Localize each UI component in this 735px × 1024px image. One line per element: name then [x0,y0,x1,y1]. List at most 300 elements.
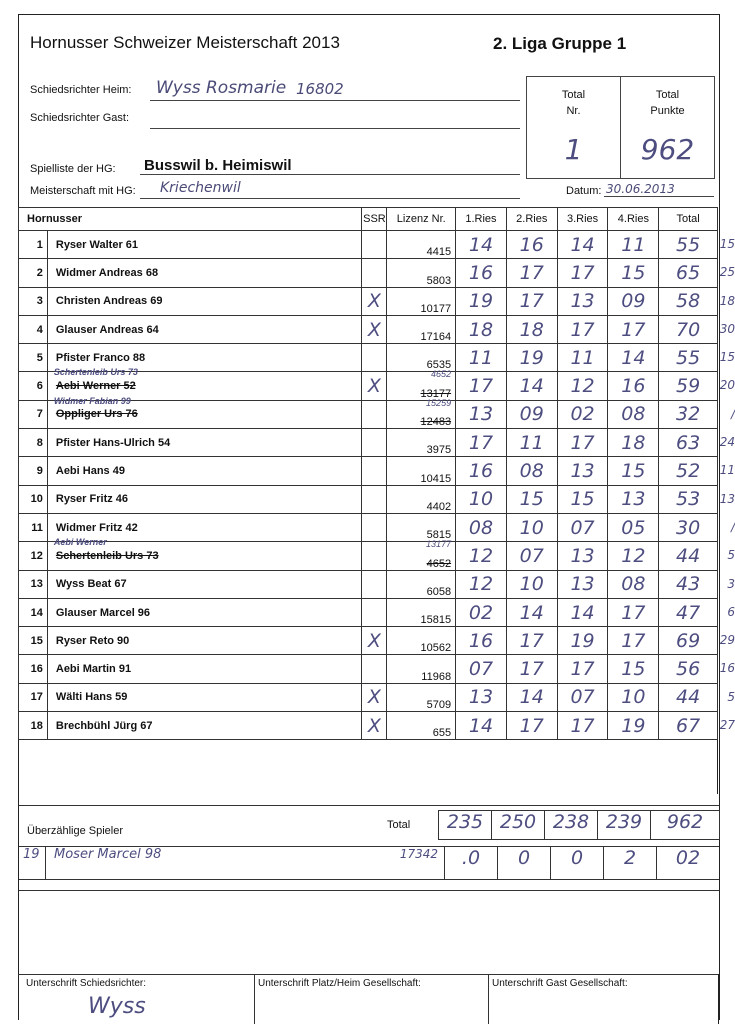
row-total-value: 63 [676,431,701,454]
row-side-note: 16 [719,661,735,676]
license-number [387,627,456,655]
row-total-value: 55 [676,346,701,369]
spielliste-line [140,174,520,175]
player-name-text: Wälti Hans 59 [55,691,128,704]
player-name [47,712,362,740]
row-total-value: 67 [676,714,701,737]
row-number: 18 [19,712,48,740]
ref-home-line [150,100,520,101]
ries-4-score: 18 [608,429,659,457]
empty-row [19,767,718,794]
license-number [387,429,456,457]
ssr-mark [362,231,387,259]
ries-4-score: 17 [608,598,659,626]
license-number [387,513,456,541]
ries-3-score: 13 [557,287,608,315]
ries-3-score: 13 [557,457,608,485]
datum-value: 30.06.2013 [606,182,675,196]
col-ries4: 4.Ries [608,208,659,231]
license-number [387,315,456,343]
ssr-mark: X [362,683,387,711]
row-total-value: 43 [676,573,701,596]
table-row [19,457,718,485]
meisterschaft-label: Meisterschaft mit HG: [30,185,136,197]
ries-2-score: 17 [506,287,557,315]
ssr-mark: X [362,712,387,740]
ssr-mark: X [362,315,387,343]
license-number-text: 17164 [420,331,452,344]
ries-2-score: 17 [506,259,557,287]
ries-1-score: 08 [456,513,507,541]
row-total [659,429,735,457]
row-total [659,513,735,541]
ries-3-score: 15 [557,485,608,513]
spielliste-value: Busswil b. Heimiswil [144,157,292,174]
ssr-mark [362,598,387,626]
license-number [387,259,456,287]
row-number: 15 [19,627,48,655]
license-number [387,397,456,429]
row-number: 8 [19,429,48,457]
player-name [47,231,362,259]
license-number-text: 4652 [426,557,452,570]
ries-4-score: 08 [608,570,659,598]
license-number [387,539,456,570]
player-name [47,655,362,683]
col-ries1: 1.Ries [456,208,507,231]
ries-1-score: 14 [456,231,507,259]
row-side-note: / [730,519,735,534]
ries-4-score: 15 [608,655,659,683]
ries-3-score: 17 [557,315,608,343]
player-name-text: Schertenleib Urs 73 [55,549,159,562]
license-number-text: 4415 [426,246,452,259]
row-number: 16 [19,655,48,683]
ries-1-score: 17 [456,372,507,400]
extra-ries1: .0 [445,847,498,879]
license-number [387,598,456,626]
ssr-mark [362,344,387,372]
player-name [47,570,362,598]
license-number-text: 5815 [426,529,452,542]
ries-1-score: 12 [456,570,507,598]
row-total-value: 44 [676,544,701,567]
row-number: 2 [19,259,48,287]
license-number-text: 6058 [426,585,452,598]
signature-platz-box [254,974,489,1024]
player-name-text: Widmer Andreas 68 [55,266,159,279]
row-total-value: 58 [676,290,701,313]
license-number-text: 6535 [426,359,452,372]
ssr-mark: X [362,287,387,315]
row-total [659,627,735,655]
total-ries3: 238 [545,811,598,839]
row-number: 11 [19,513,48,541]
row-total-value: 32 [676,403,701,426]
total-punkte-header: Total Punkte [650,89,685,117]
totals-values [438,810,720,840]
ries-4-score: 05 [608,513,659,541]
row-total [659,315,735,343]
total-grand: 962 [666,811,704,833]
signature-gast-label: Unterschrift Gast Gesellschaft: [492,978,628,989]
ries-4-score: 19 [608,712,659,740]
ries-2-score: 14 [506,372,557,400]
datum-line [604,196,714,197]
ries-1-score: 13 [456,400,507,428]
ries-3-score: 11 [557,344,608,372]
extra-ries4: 2 [604,847,657,879]
ries-1-score: 16 [456,627,507,655]
ssr-mark [362,457,387,485]
total-punkte-value: 962 [640,133,695,166]
ssr-mark [362,485,387,513]
table-row [19,683,718,711]
license-number-text: 12483 [420,416,452,429]
table-row [19,485,718,513]
col-total: Total [659,208,718,231]
row-total [659,598,735,626]
row-total-value: 30 [676,516,701,539]
player-name [47,485,362,513]
table-row [19,231,718,259]
player-name [47,287,362,315]
ries-1-score: 19 [456,287,507,315]
row-total [659,655,735,683]
extra-nr: 19 [19,847,46,879]
player-name-text: Wyss Beat 67 [55,578,127,591]
row-number: 9 [19,457,48,485]
ries-1-score: 16 [456,457,507,485]
license-number-text: 5709 [426,699,452,712]
ries-3-score: 17 [557,429,608,457]
table-row [19,429,718,457]
player-name-text: Christen Andreas 69 [55,295,163,308]
ries-4-score: 09 [608,287,659,315]
ries-2-score: 10 [506,513,557,541]
ssr-mark: X [362,627,387,655]
row-side-note: 15 [719,237,735,251]
signature-ref-label: Unterschrift Schiedsrichter: [26,978,147,989]
license-number-text: 5803 [426,274,452,287]
ries-3-score: 13 [557,542,608,570]
row-total-value: 52 [676,460,701,483]
ries-2-score: 16 [506,231,557,259]
player-replacement-note: Aebi Werner [53,537,107,548]
col-hornusser: Hornusser [19,208,362,231]
row-side-note: 11 [719,463,735,478]
ries-3-score: 02 [557,400,608,428]
signature-platz-label: Unterschrift Platz/Heim Gesellschaft: [258,978,421,989]
player-name-text: Brechbühl Jürg 67 [55,719,153,732]
row-number: 14 [19,598,48,626]
player-rows [19,231,735,795]
col-ries3: 3.Ries [557,208,608,231]
license-number-text: 655 [432,727,452,740]
ssr-mark [362,542,387,570]
row-total [659,287,735,315]
table-row [19,655,718,683]
player-replacement-note: Widmer Fabian 99 [53,395,131,406]
ries-4-score: 16 [608,372,659,400]
license-number [387,457,456,485]
ssr-mark [362,259,387,287]
license-number-text: 4402 [426,500,452,513]
spielliste-label: Spielliste der HG: [30,163,116,175]
table-row [19,513,718,541]
license-number [387,344,456,372]
empty-cell [19,767,718,794]
license-replacement-note: 13177 [426,539,452,550]
col-lizenz: Lizenz Nr. [387,208,456,231]
ries-4-score: 15 [608,259,659,287]
ssr-mark [362,655,387,683]
player-name-text: Widmer Fritz 42 [55,521,138,534]
player-name [47,457,362,485]
license-number [387,231,456,259]
ries-2-score: 17 [506,712,557,740]
player-replacement-note: Schertenleib Urs 73 [53,367,138,378]
player-table [18,207,735,794]
extra-name: Moser Marcel 98 [54,847,162,862]
player-name-text: Aebi Werner 52 [55,380,136,393]
ries-2-score: 07 [506,542,557,570]
row-total [659,485,735,513]
row-total-value: 69 [676,629,701,652]
total-nr-value: 1 [564,133,583,166]
ssr-mark [362,429,387,457]
total-ries2: 250 [492,811,545,839]
ssr-mark: X [362,372,387,400]
ries-4-score: 12 [608,542,659,570]
ref-guest-line [150,128,520,129]
row-side-note: 18 [719,293,735,308]
row-total [659,570,735,598]
row-total-value: 70 [676,318,701,341]
row-number: 10 [19,485,48,513]
table-row [19,542,718,570]
row-total [659,542,735,570]
extra-total: 02 [675,847,701,869]
liga-label: 2. Liga Gruppe 1 [493,34,627,53]
row-total-value: 55 [676,233,701,256]
license-number-text: 15815 [420,614,452,627]
table-row [19,315,718,343]
ries-4-score: 08 [608,400,659,428]
ries-1-score: 07 [456,655,507,683]
player-name-text: Ryser Fritz 46 [55,493,129,506]
row-number: 1 [19,231,48,259]
player-name [47,627,362,655]
totals-box [526,76,715,179]
meisterschaft-line [140,198,520,199]
row-side-note: / [730,406,735,421]
row-total-value: 56 [676,658,701,681]
ries-1-score: 16 [456,259,507,287]
table-header-row [19,208,718,231]
total-ries4: 239 [598,811,651,839]
row-total-value: 44 [676,686,701,709]
ries-3-score: 12 [557,372,608,400]
table-row [19,259,718,287]
ries-4-score: 11 [608,231,659,259]
player-name-text: Ryser Walter 61 [55,238,139,251]
license-number [387,683,456,711]
ref-home-value: Wyss Rosmarie [156,78,287,98]
row-side-note: 30 [719,321,735,336]
ries-3-score: 13 [557,570,608,598]
ries-2-score: 15 [506,485,557,513]
ref-home-label: Schiedsrichter Heim: [30,84,132,96]
ref-home-number: 16802 [296,80,344,98]
ssr-mark [362,400,387,428]
license-number [387,369,456,400]
extra-liz: 17342 [374,847,445,879]
empty-cell [19,740,718,768]
signature-gast-box [488,974,719,1024]
row-total [659,259,735,287]
player-name-text: Ryser Reto 90 [55,634,130,647]
ref-guest-label: Schiedsrichter Gast: [30,112,130,124]
license-replacement-note: 15259 [426,397,452,408]
license-number [387,570,456,598]
row-number: 13 [19,570,48,598]
row-total [659,712,735,740]
ries-2-score: 10 [506,570,557,598]
row-total-value: 53 [676,488,701,511]
row-number: 4 [19,315,48,343]
player-name [47,259,362,287]
ries-1-score: 14 [456,712,507,740]
totals-section [18,805,720,891]
extra-ries3: 0 [551,847,604,879]
ries-1-score: 10 [456,485,507,513]
license-number-text: 10562 [420,642,452,655]
license-replacement-note: 4652 [431,369,452,380]
row-side-note: 24 [719,435,735,450]
row-total-value: 65 [676,261,701,284]
ries-3-score: 14 [557,231,608,259]
license-number-text: 3975 [426,444,452,457]
total-ries1: 235 [439,811,492,839]
row-number: 17 [19,683,48,711]
player-name [47,315,362,343]
license-number [387,287,456,315]
player-name [47,429,362,457]
ries-1-score: 02 [456,598,507,626]
ries-4-score: 13 [608,485,659,513]
ries-3-score: 17 [557,259,608,287]
ries-3-score: 19 [557,627,608,655]
player-name-text: Glauser Marcel 96 [55,606,151,619]
row-total [659,457,735,485]
row-side-note: 13 [719,491,735,506]
license-number-text: 10177 [420,302,452,315]
license-number [387,712,456,740]
ries-2-score: 17 [506,627,557,655]
row-side-note: 29 [719,633,735,648]
ries-1-score: 12 [456,542,507,570]
ries-3-score: 17 [557,712,608,740]
ries-2-score: 19 [506,344,557,372]
meisterschaft-value: Kriechenwil [160,180,241,196]
ries-2-score: 14 [506,683,557,711]
row-total-value: 47 [676,601,701,624]
ssr-mark [362,570,387,598]
table-row [19,712,718,740]
player-name-text: Pfister Hans-Ulrich 54 [55,436,171,449]
row-total [659,344,735,372]
row-total [659,400,735,428]
col-ssr: SSR [362,208,387,231]
row-side-note: 15 [719,350,735,365]
ries-1-score: 18 [456,315,507,343]
row-side-note: 20 [719,378,735,393]
player-name [47,537,362,570]
col-ries2: 2.Ries [506,208,557,231]
ries-2-score: 09 [506,400,557,428]
player-name-text: Oppliger Urs 76 [55,408,138,421]
signature-ref-box [18,974,255,1024]
totals-label: Total [387,819,411,831]
ries-2-score: 17 [506,655,557,683]
row-total-value: 59 [676,375,701,398]
license-number-text: 13177 [420,387,452,400]
row-side-note: 27 [719,718,735,733]
row-side-note: 25 [719,265,735,280]
ries-3-score: 14 [557,598,608,626]
ries-4-score: 17 [608,627,659,655]
row-total [659,683,735,711]
signature-ref-handwriting: Wyss [88,994,146,1019]
ries-1-score: 11 [456,344,507,372]
license-number [387,655,456,683]
player-name-text: Pfister Franco 88 [55,351,146,364]
page-title: Hornusser Schweizer Meisterschaft 2013 [30,33,340,52]
ries-2-score: 08 [506,457,557,485]
ries-2-score: 11 [506,429,557,457]
extra-ries2: 0 [498,847,551,879]
ries-4-score: 14 [608,344,659,372]
player-name-text: Glauser Andreas 64 [55,323,159,336]
ries-1-score: 17 [456,429,507,457]
player-name [47,683,362,711]
extra-label: Überzählige Spieler [27,825,123,837]
row-total [659,372,735,400]
ries-3-score: 07 [557,683,608,711]
row-side-note: 5 [727,548,735,563]
row-total [659,231,735,259]
empty-row [19,740,718,768]
table-row [19,598,718,626]
row-side-note: 6 [727,604,735,619]
total-nr-header: Total Nr. [561,89,586,117]
player-name-text: Aebi Hans 49 [55,465,125,478]
table-row [19,570,718,598]
license-number-text: 10415 [420,472,452,485]
player-name [47,395,362,428]
table-row [19,287,718,315]
row-side-note: 5 [727,689,735,704]
row-number: 5 [19,344,48,372]
ries-2-score: 18 [506,315,557,343]
row-number: 6 [19,372,48,400]
extra-row [19,846,719,880]
ries-4-score: 17 [608,315,659,343]
datum-label: Datum: [566,185,602,197]
ries-2-score: 14 [506,598,557,626]
ries-1-score: 13 [456,683,507,711]
